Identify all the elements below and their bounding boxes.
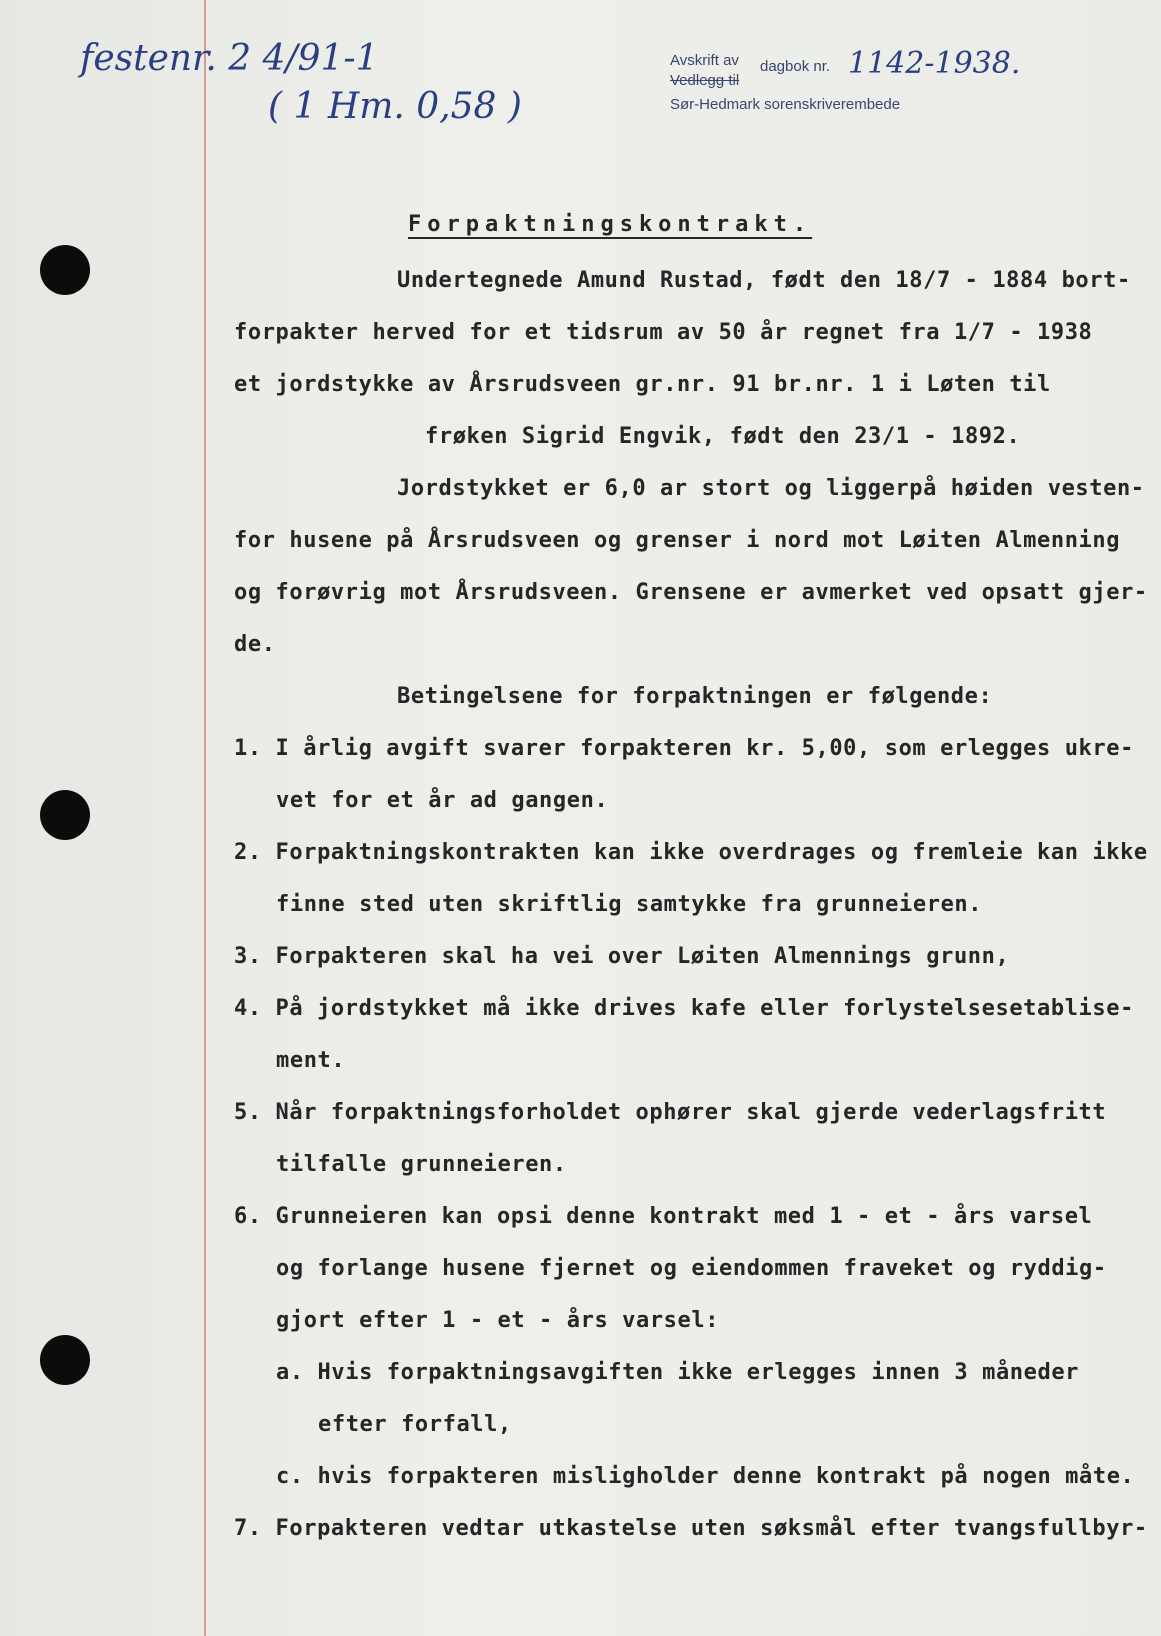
stamp-office: Sør-Hedmark sorenskriverembede [670, 96, 901, 113]
list-item-continuation: vet for et år ad gangen. [276, 788, 609, 813]
list-item: 3. Forpakteren skal ha vei over Løiten Almennings grunn, [234, 944, 1010, 969]
punch-hole [40, 245, 90, 295]
handwritten-dagbok-number: 1142-1938. [848, 46, 1021, 81]
sub-item-continuation: efter forfall, [318, 1412, 512, 1437]
sub-item: a. Hvis forpaktningsavgiften ikke erlegges innen 3 måneder [276, 1360, 1080, 1385]
text-line: og forøvrig mot Årsrudsveen. Grensene er avmerket ved opsatt gjer- [234, 580, 1148, 605]
punch-hole [40, 1335, 90, 1385]
list-item-continuation: tilfalle grunneieren. [276, 1152, 567, 1177]
punch-hole [40, 790, 90, 840]
stamp-dagbok-label: dagbok nr. [760, 58, 831, 75]
handwritten-reference: festenr. 2 4/91-1 [80, 38, 379, 79]
list-item-continuation: finne sted uten skriftlig samtykke fra grunneieren. [276, 892, 983, 917]
list-item-continuation: ment. [276, 1048, 346, 1073]
text-line: frøken Sigrid Engvik, født den 23/1 - 1892. [425, 424, 1021, 449]
list-item: 5. Når forpaktningsforholdet ophører skal gjerde vederlagsfritt [234, 1100, 1107, 1125]
text-line: forpakter herved for et tidsrum av 50 år regnet fra 1/7 - 1938 [234, 320, 1093, 345]
margin-rule [204, 0, 206, 1636]
list-item-continuation: og forlange husene fjernet og eiendommen fraveket og ryddig- [276, 1256, 1107, 1281]
text-line: Undertegnede Amund Rustad, født den 18/7 - 1884 bort- [397, 268, 1131, 293]
text-line: Jordstykket er 6,0 ar stort og liggerpå høiden vesten- [397, 476, 1145, 501]
stamp-avskrift: Avskrift av [670, 52, 739, 69]
document-title: Forpaktningskontrakt. [408, 212, 813, 237]
sub-item: c. hvis forpakteren misligholder denne kontrakt på nogen måte. [276, 1464, 1135, 1489]
text-line: for husene på Årsrudsveen og grenser i nord mot Løiten Almenning [234, 528, 1121, 553]
text-line: Betingelsene for forpaktningen er følgende: [397, 684, 993, 709]
list-item: 1. I årlig avgift svarer forpakteren kr. 5,00, som erlegges ukre- [234, 736, 1134, 761]
list-item: 6. Grunneieren kan opsi denne kontrakt med 1 - et - års varsel [234, 1204, 1093, 1229]
list-item: 4. På jordstykket må ikke drives kafe eller forlystelsesetablise- [234, 996, 1134, 1021]
list-item: 2. Forpaktningskontrakten kan ikke overdrages og fremleie kan ikke [234, 840, 1148, 865]
stamp-vedlegg: Vedlegg til [670, 72, 740, 89]
text-line: de. [234, 632, 276, 657]
list-item-continuation: gjort efter 1 - et - års varsel: [276, 1308, 720, 1333]
handwritten-area: ( 1 Hm. 0,58 ) [268, 86, 522, 127]
text-line: et jordstykke av Årsrudsveen gr.nr. 91 br.nr. 1 i Løten til [234, 372, 1051, 397]
list-item: 7. Forpakteren vedtar utkastelse uten søksmål efter tvangsfullbyr- [234, 1516, 1148, 1541]
